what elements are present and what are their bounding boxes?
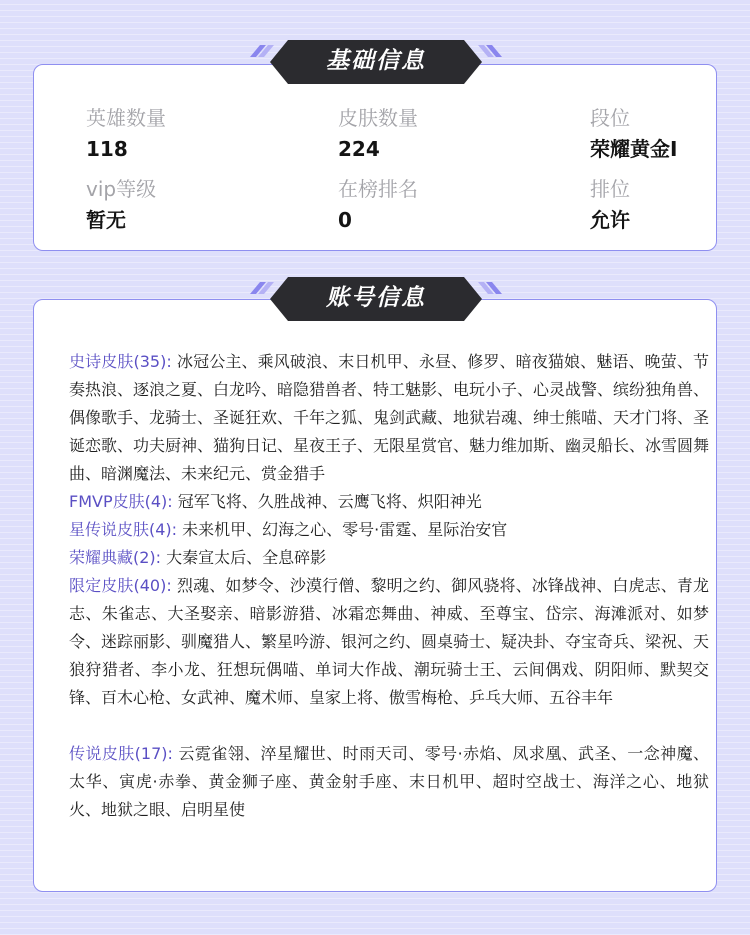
skin-category-label: FMVP皮肤(4): bbox=[69, 492, 173, 511]
skin-group-epic bbox=[69, 348, 709, 488]
stat-skin-count bbox=[338, 105, 418, 162]
stat-label: 英雄数量 bbox=[86, 106, 166, 130]
stat-label: vip等级 bbox=[86, 177, 157, 201]
skin-names: 冰冠公主、乘风破浪、末日机甲、永昼、修罗、暗夜猫娘、魅语、晚萤、节奏热浪、逐浪之夏、白龙吟、暗隐猎兽者、特工魅影、电玩小子、心灵战警、缤纷独角兽、偶像歌手、龙骑士、圣诞狂欢、千年之狐、鬼剑武藏、地狱岩魂、绅士熊喵、天才门将、圣诞恋歌、功夫厨神、猫狗日记、星夜王子、无限星赏官、魅力维加斯、幽灵船长、冰雪圆舞曲、暗渊魔法、未来纪元、赏金猎手 bbox=[69, 352, 710, 483]
skin-category-label: 荣耀典藏(2): bbox=[69, 548, 162, 567]
skin-names: 云霓雀翎、淬星耀世、时雨天司、零号·赤焰、凤求凰、武圣、一念神魔、太华、寅虎·赤拳、黄金狮子座、黄金射手座、末日机甲、超时空战士、海洋之心、地狱火、地狱之眼、启明星使 bbox=[69, 744, 709, 819]
skin-names: 烈魂、如梦令、沙漠行僧、黎明之约、御风骁将、冰锋战神、白虎志、青龙志、朱雀志、大圣娶亲、暗影游猎、冰霜恋舞曲、神威、至尊宝、岱宗、海滩派对、如梦令、迷踪丽影、驯魔猎人、繁星吟游、银河之约、圆桌骑士、疑决卦、夺宝奇兵、梁祝、天狼狩猎者、李小龙、狂想玩偶喵、单词大作战、潮玩骑士王、云间偶戏、阴阳师、默契交锋、百木心枪、女武神、魔术师、皇家上将、傲雪梅枪、乒乓大师、五谷丰年 bbox=[69, 576, 710, 707]
stat-label: 排位 bbox=[590, 177, 630, 201]
stat-label: 皮肤数量 bbox=[338, 106, 418, 130]
skin-group-limited bbox=[69, 572, 709, 712]
stat-value: 荣耀黄金I bbox=[590, 137, 678, 161]
section-banner-account bbox=[248, 275, 504, 323]
stat-value: 0 bbox=[338, 208, 352, 232]
stat-value: 224 bbox=[338, 137, 380, 161]
stat-value: 暂无 bbox=[86, 208, 126, 232]
section-title: 基础信息 bbox=[326, 48, 426, 74]
skin-names: 未来机甲、幻海之心、零号·雷霆、星际治安官 bbox=[182, 520, 508, 539]
stat-leaderboard-rank bbox=[338, 176, 418, 233]
skin-group-fmvp bbox=[69, 488, 709, 516]
section-banner-basic bbox=[248, 38, 504, 86]
skin-names: 大秦宣太后、全息碎影 bbox=[166, 548, 327, 567]
skin-group-glory-collection bbox=[69, 544, 709, 572]
stat-label: 在榜排名 bbox=[338, 177, 418, 201]
skin-group-star-legend bbox=[69, 516, 709, 544]
stat-value: 118 bbox=[86, 137, 128, 161]
stat-value: 允许 bbox=[590, 208, 630, 232]
basic-info-card bbox=[33, 64, 717, 251]
stat-hero-count bbox=[86, 105, 166, 162]
skin-category-label: 史诗皮肤(35): bbox=[69, 352, 172, 371]
skin-category-label: 传说皮肤(17): bbox=[69, 744, 173, 763]
skin-category-label: 星传说皮肤(4): bbox=[69, 520, 178, 539]
stat-label: 段位 bbox=[590, 106, 630, 130]
skin-list bbox=[69, 348, 709, 824]
stat-rank-tier bbox=[590, 105, 677, 162]
stat-ranked-allowed bbox=[590, 176, 630, 233]
skin-category-label: 限定皮肤(40): bbox=[69, 576, 172, 595]
section-title: 账号信息 bbox=[326, 285, 426, 311]
skin-group-legendary bbox=[69, 740, 709, 824]
account-info-card bbox=[33, 299, 717, 892]
skin-names: 冠军飞将、久胜战神、云鹰飞将、炽阳神光 bbox=[177, 492, 482, 511]
stat-vip-level bbox=[86, 176, 156, 233]
